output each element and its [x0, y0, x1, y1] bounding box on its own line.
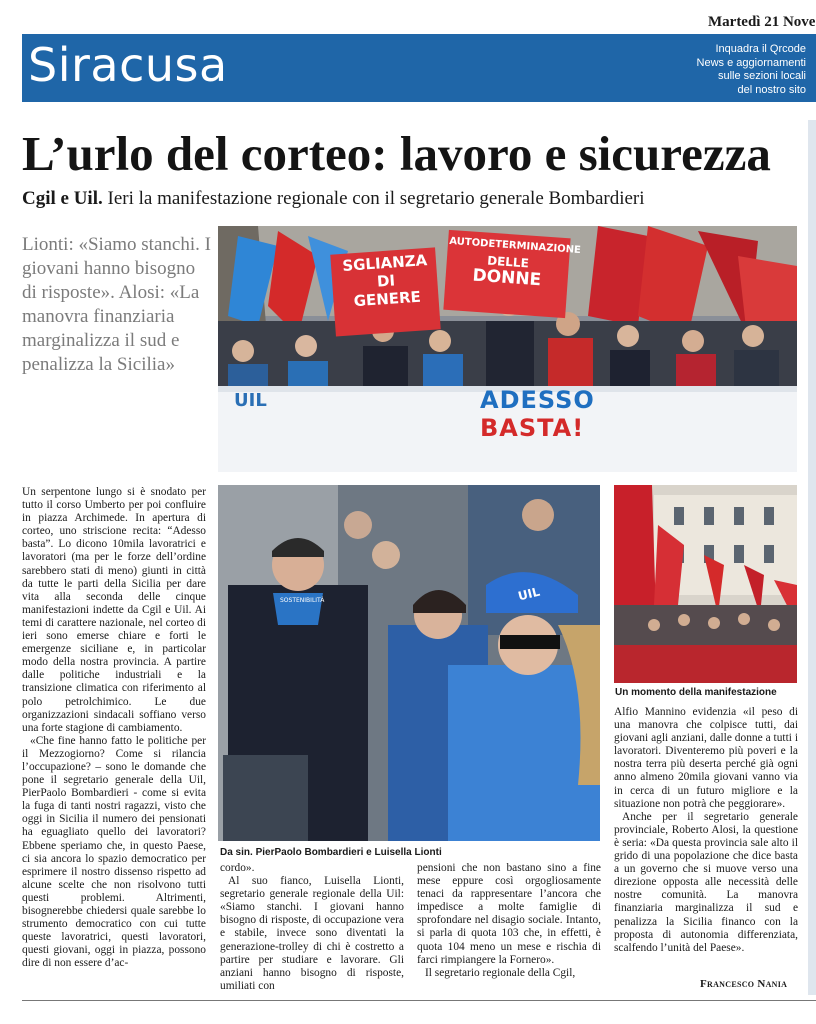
caption-side-photo: Un momento della manifestazione	[615, 687, 777, 698]
cap-logo-text: UIL	[516, 584, 542, 604]
article-column-2	[220, 862, 404, 993]
article-paragraph: «Che fine hanno fatto le politiche per il Mezzogiorno? Come si rilancia l’occupazione? – sono le domande che pone il segretario generale della Uil, PierPaolo Bombardieri - come si evita la fuga di tanti nostri ragazzi, visto che oggi in Sicilia il numero dei pensionati ha eguagliato quello dei lavoratori? Ebbene speriamo che, in questo Paese, ci sia ancora lo spazio democratico per esprimere il nostro dissenso rispetto ad alcune scelte che non risolvono tutti questi problemi. Altrimenti, bisognerebbe chiedersi quale sarebbe lo strumento democratico con cui tutte queste lavoratrici, questi lavoratori, questi giovani, oggi in piazza, possono dire di non essere d’ac-	[22, 734, 206, 970]
caption-main-photo: Da sin. PierPaolo Bombardieri e Luisella Lionti	[220, 847, 442, 858]
article-column-4	[614, 706, 798, 955]
subhead	[22, 188, 802, 210]
qrcode-note-line: del nostro sito	[737, 83, 806, 96]
qrcode-note	[656, 43, 806, 97]
article-column-1	[22, 486, 206, 970]
section-header	[22, 34, 816, 102]
article-paragraph: Il segretario regionale della Cgil,	[425, 966, 576, 979]
qrcode-note-line: News e aggiornamenti	[696, 56, 806, 69]
banner-text: ADESSO	[480, 386, 595, 414]
pull-quote: Lionti: «Siamo stanchi. I giovani hanno bisogno di risposte». Alosi: «La manovra finanziaria marginalizza il sud e penalizza la Sicilia»	[22, 234, 211, 375]
banner-text: BASTA!	[480, 414, 585, 442]
section-title: Siracusa	[28, 38, 228, 92]
banner-text: DI	[376, 271, 396, 291]
author-signature: Francesco Nania	[700, 978, 788, 990]
page-bottom-rule	[22, 1000, 816, 1001]
qrcode-note-line: Inquadra il Qrcode	[715, 43, 806, 55]
article-paragraph: Alfio Mannino evidenzia «il peso di una manovra che colpisce tutti, dai giovani agli anziani, dalle donne a tutti i lavoratori. Diventeremo più poveri e la nostra terra più deserta perché già ogni anno almeno 20mila giovani vanno via in cerca di un futuro migliore e la situazione non potrà che peggiorare».	[614, 706, 798, 810]
article-paragraph: Anche per il segretario generale provinciale, Roberto Alosi, la questione è seria: «Da questa provincia sale alto il grido di una popolazione che dice basta a un governo che si muove verso una direzione opposta alle necessità delle nostre comunità. La manovra finanziaria marginalizza il sud e penalizza la Sicilia financo con la proposta di autonomia differenziata, scalfendo l’unità del Paese».	[614, 810, 798, 954]
banner-text: AUTODETERMINAZIONE	[448, 235, 582, 257]
qrcode-note-line: sulle sezioni locali	[717, 70, 806, 82]
dateline: Martedì 21 Nove	[708, 14, 816, 30]
photo-speakers	[218, 485, 600, 841]
article-paragraph: pensioni che non bastano sino a fine mese eppure così orgogliosamente tenaci da rappresentare l’ancora che impedisce a molte famiglie di sprofondare nel disagio sociale. Intanto, si parla di quota 103 che, in effetti, è quota 104 meno un mese e rischia di farci rimpiangere la Fornero».	[417, 862, 601, 966]
banner-text: SGLIANZA	[341, 251, 428, 275]
scarf-text: SOSTENIBILITÀ	[280, 597, 325, 604]
subhead-text: Ieri la manifestazione regionale con il segretario generale Bombardieri	[107, 188, 645, 209]
photo-march-banners	[218, 226, 797, 472]
banner-text: DELLE	[486, 253, 530, 271]
article-paragraph: cordo».	[220, 862, 255, 874]
photo-crowd-flags	[614, 485, 797, 683]
subhead-lead: Cgil e Uil.	[22, 188, 103, 209]
article-paragraph: Al suo fianco, Luisella Lionti, segretario generale regionale della Uil: «Siamo stanchi. I giovani hanno bisogno di risposte, di occupazione vera e stabile, invece sono diventati la generazione-trolley di chi è costretto a partire per studiare e lavorare. Gli anziani hanno bisogno di risposte, umiliati con	[220, 875, 404, 992]
article-column-3	[417, 862, 601, 980]
banner-text: GENERE	[353, 287, 422, 311]
banner-text: UIL	[234, 390, 267, 411]
right-margin-strip	[808, 120, 816, 995]
banner-text: DONNE	[471, 265, 542, 291]
headline: L’urlo del corteo: lavoro e sicurezza	[22, 126, 771, 181]
article-paragraph: Un serpentone lungo si è snodato per tutto il corso Umberto per poi confluire in piazza Archimede. In apertura di corteo, uno striscione recita: “Adesso basta”. Lo dicono 10mila lavoratrici e lavoratori (ma per le forze dell’ordine sarebbero stati di meno) giunti in città da tutte le parti della Sicilia per dare vita alla seconda delle cinque manifestazioni indette da Cgil e Uil. Ai temi di carattere nazionale, nel corteo di ieri sono emerse chiare e forti le emergenze siciliane e, in particolar modo della nostra provincia. A partire dalle politiche industriali e la transizione climatica con riferimento al polo petrolchimico. Le due organizzazioni sindacali soffiano verso una forte stagione di cambiamento.	[22, 486, 206, 734]
